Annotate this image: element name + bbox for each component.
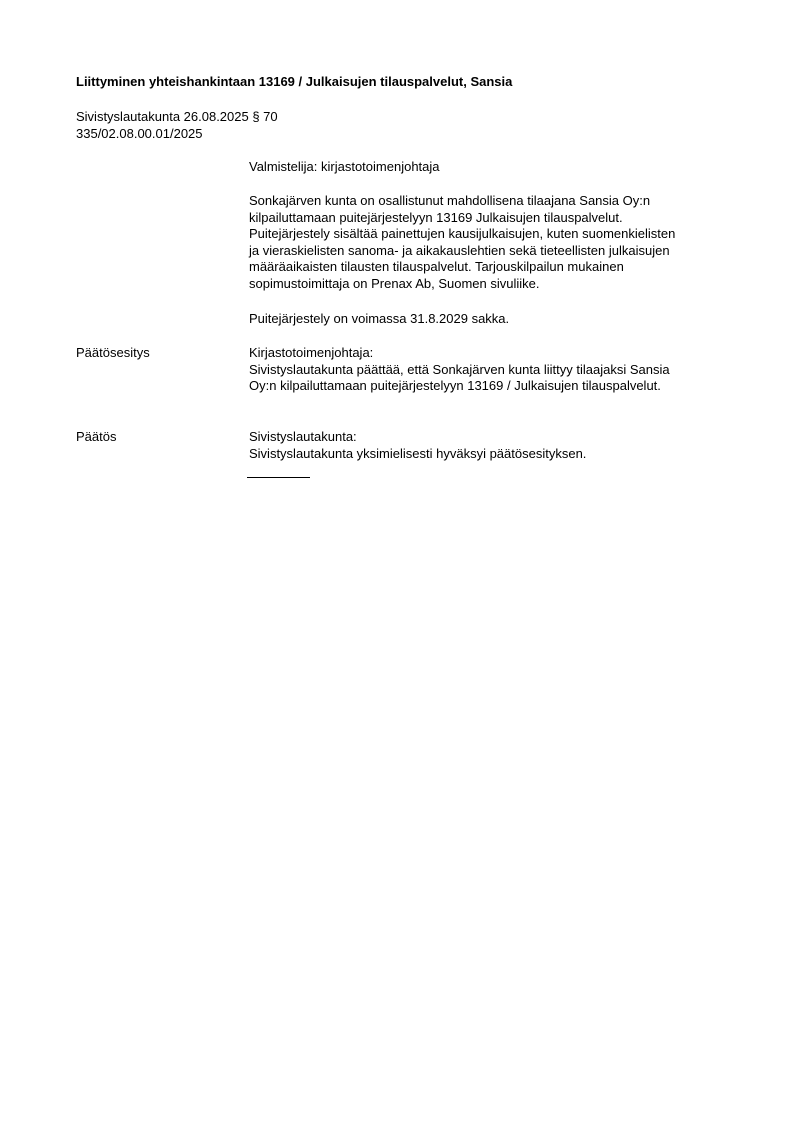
- body-line: kilpailuttamaan puitejärjestelyyn 13169 Julkaisujen tilauspalvelut.: [249, 209, 623, 225]
- body-line: Sonkajärven kunta on osallistunut mahdollisena tilaajana Sansia Oy:n: [249, 193, 651, 208]
- proposal-line: Sivistyslautakunta päättää, että Sonkajärven kunta liittyy tilaajaksi Sansia: [249, 361, 670, 377]
- decision-label: Päätös: [76, 429, 117, 444]
- decision-author: Sivistyslautakunta:: [249, 429, 357, 444]
- decision-section: [249, 429, 739, 462]
- decision-text: Sivistyslautakunta yksimielisesti hyväksyi päätösesityksen.: [249, 445, 587, 461]
- end-rule: [247, 477, 310, 478]
- proposal-author: Kirjastotoimenjohtaja:: [249, 345, 374, 360]
- body-line: sopimustoimittaja on Prenax Ab, Suomen sivuliike.: [249, 275, 540, 291]
- preparer-line: Valmistelija: kirjastotoimenjohtaja: [249, 159, 440, 174]
- body-line: määräaikaisten tilausten tilauspalvelut. Tarjouskilpailun mukainen: [249, 259, 624, 274]
- body-line: Puitejärjestely sisältää painettujen kausijulkaisujen, kuten suomenkielisten: [249, 226, 676, 241]
- proposal-line: Oy:n kilpailuttamaan puitejärjestelyyn 13169 / Julkaisujen tilauspalvelut.: [249, 378, 661, 393]
- body-paragraph: [249, 193, 739, 292]
- case-number: 335/02.08.00.01/2025: [76, 125, 203, 141]
- proposal-section: [249, 345, 739, 395]
- meeting-line: Sivistyslautakunta 26.08.2025 § 70: [76, 109, 278, 124]
- meeting-reference: [76, 109, 278, 142]
- proposal-label: Päätösesitys: [76, 345, 150, 360]
- body-line: ja vieraskielisten sanoma- ja aikakauslehtien sekä tieteellisten julkaisujen: [249, 242, 670, 258]
- validity-paragraph: Puitejärjestely on voimassa 31.8.2029 sakka.: [249, 311, 510, 326]
- document-title: Liittyminen yhteishankintaan 13169 / Julkaisujen tilauspalvelut, Sansia: [76, 74, 513, 89]
